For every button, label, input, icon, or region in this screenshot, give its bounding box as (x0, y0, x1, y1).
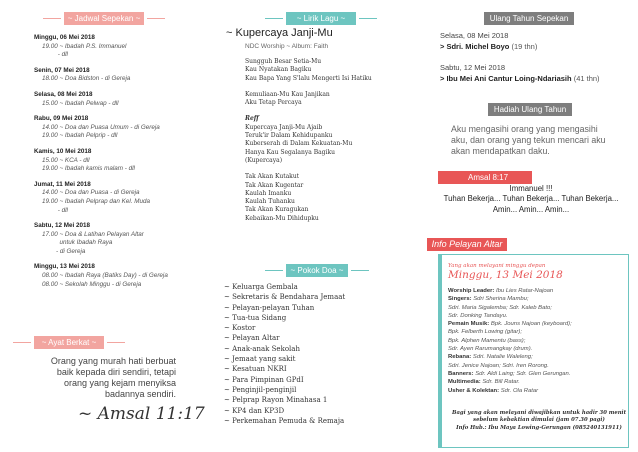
harapan-heading: Hadiah Ulang Tahun (488, 103, 572, 116)
prayer-list (224, 282, 420, 426)
servant-row (448, 378, 624, 386)
prayer-item: ~ Jemaat yang sakit (224, 355, 296, 364)
servant-role: Usher & Kolektan: (448, 387, 500, 394)
birthday-name: > Ibu Mei Ani Cantur Loing-Ndariasih (440, 73, 572, 83)
servant-row (448, 312, 624, 320)
servant-row (448, 295, 624, 303)
servant-role: Multimedia: (448, 379, 481, 386)
servant-names: Sdri. Maria Sigalemba; Sdr. Kaleb Bato; (448, 304, 552, 311)
schedule-day (34, 148, 210, 174)
lyrics-stanza: Sungguh Besar Setia-Mu Kau Nyatakan Bagiku Kau Bapa Yang S'lalu Mengerti Isi Hatiku (245, 58, 372, 82)
weekly-schedule (34, 34, 210, 296)
schedule-day (34, 115, 210, 141)
servant-role: Rebana: (448, 354, 472, 361)
servant-names: Bpk. Felberth Lowing (gitar); (448, 329, 522, 336)
prayer-item: ~ Pelprap Rayon Minahasa 1 (224, 396, 328, 405)
birthday-age: (19 thn) (511, 41, 538, 51)
schedule-day (34, 91, 210, 108)
schedule-day (34, 222, 210, 256)
schedule-day-name: Rabu, 09 Mei 2018 (34, 115, 89, 123)
birthday-age: (41 thn) (573, 73, 600, 83)
info-intro: Yang akan melayani minggu depan (448, 263, 546, 269)
schedule-day-events: 18.00 ~ Doa Bidston - di Gereja (42, 75, 131, 83)
schedule-day-events: 15.00 ~ Ibadah Pelwap - dll (42, 99, 119, 107)
schedule-day (34, 67, 210, 84)
servant-row (448, 362, 624, 370)
schedule-day-name: Jumat, 11 Mei 2018 (34, 180, 91, 188)
prayer-item: ~ Para Pimpinan GPdI (224, 375, 304, 384)
ayat-heading: ~ Ayat Berkat ~ (34, 336, 104, 349)
lyrics-stanza: Kemuliaan-Mu Kau Janjikan Aku Tetap Percaya (245, 90, 330, 107)
info-date: Minggu, 13 Mei 2018 (448, 269, 563, 281)
schedule-day-events: 17.00 ~ Doa & Latihan Pelayan Altar untuk Ibadah Raya - di Gereja (42, 230, 144, 255)
servant-row (448, 328, 624, 336)
schedule-day-events: 15.00 ~ KCA - dll 19.00 ~ Ibadah kamis malam - dll (42, 156, 135, 173)
pokok-doa-heading: ~ Pokok Doa ~ (286, 264, 348, 277)
prayer-item: ~ Pelayan-pelayan Tuhan (224, 303, 315, 312)
servant-row (448, 345, 624, 353)
schedule-day (34, 263, 210, 289)
prayer-item: ~ Penginjil-penginjil (224, 385, 297, 394)
birthday-entry (440, 63, 636, 84)
song-title: ~ Kupercaya Janji-Mu (226, 27, 333, 39)
birthday-date: Sabtu, 12 Mei 2018 (440, 63, 506, 72)
schedule-day-events: 14.00 ~ Doa dan Puasa Umum - di Gereja 19.00 ~ Ibadah Pelprip - dll (42, 123, 160, 140)
jadwal-heading: ~ Jadwal Sepekan ~ (64, 12, 144, 25)
info-pelayan-box (438, 254, 629, 448)
immanuel-line: Tuhan Bekerja... Tuhan Bekerja... Tuhan Bekerja... (443, 194, 619, 204)
schedule-day (34, 34, 210, 60)
servant-names: Sdri Sherina Mambu; (473, 296, 529, 303)
birthday-list (440, 31, 636, 95)
servant-names: Sdri. Jenice Najoan; Sdri. Iren Rorong. (448, 362, 549, 369)
prayer-item: ~ Perkemahan Pemuda & Remaja (224, 416, 345, 425)
prayer-item: ~ Kesatuan NKRI (224, 365, 287, 374)
servant-names: Sdri. Natalie Waleleng; (472, 354, 533, 361)
servant-row (448, 337, 624, 345)
schedule-day (34, 181, 210, 215)
birthday-name: > Sdri. Michel Boyo (440, 41, 510, 51)
info-column (424, 0, 638, 452)
ayat-text: Orang yang murah hati berbuat baik kepada diri sendiri, tetapi orang yang kejam menyiksa badannya sendiri. (50, 356, 176, 399)
servant-row (448, 370, 624, 378)
schedule-day-name: Kamis, 10 Mei 2018 (34, 147, 92, 155)
prayer-item: ~ Pelayan Altar (224, 334, 280, 343)
prayer-item: ~ Anak-anak Sekolah (224, 344, 300, 353)
schedule-day-name: Minggu, 13 Mei 2018 (34, 263, 95, 271)
lyrics-column (212, 0, 424, 452)
schedule-day-name: Minggu, 06 Mei 2018 (34, 34, 95, 41)
lyrics-reff (245, 115, 423, 165)
reff-label: Reff (245, 115, 259, 123)
schedule-day-events: 08.00 ~ Ibadah Raya (Batiks Day) - di Gereja 08.00 ~ Sekolah Minggu - di Gereja (42, 272, 168, 288)
prayer-item: ~ Tua-tua Sidang (224, 313, 287, 322)
song-lyrics (245, 58, 423, 231)
servant-row (448, 387, 624, 395)
servant-list (448, 287, 624, 395)
immanuel-line: Amin... Amin... Amin... (492, 204, 570, 214)
schedule-day-name: Senin, 07 Mei 2018 (34, 66, 90, 74)
servant-row (448, 320, 624, 328)
birthday-date: Selasa, 08 Mei 2018 (440, 31, 509, 40)
song-subtitle: NDC Worship ~ Album: Faith (245, 43, 329, 50)
birthday-entry (440, 31, 636, 52)
schedule-day-name: Selasa, 08 Mei 2018 (34, 90, 93, 98)
immanuel-line: Immanuel !!! (509, 184, 553, 193)
info-footer-contact: Info Hub.: Ibu Maya Lowing-Gerungan (085240131911) (456, 424, 622, 431)
ultah-heading: Ulang Tahun Sepekan (484, 12, 574, 25)
schedule-day-name: Sabtu, 12 Mei 2018 (34, 222, 90, 230)
servant-role: Singers: (448, 296, 472, 303)
prayer-item: ~ KP4 dan KP3D (224, 406, 285, 415)
verse-reference: Amsal 8:17 (438, 171, 532, 184)
schedule-day-events: 19.00 ~ Ibadah P.S. Immanuel - dll (42, 42, 127, 59)
servant-row (448, 353, 624, 361)
info-footer-note: Bagi yang akan melayani diwajibkan untuk hadir 30 menit sebelum kebaktian dimulai (jam 07.30 pagi) (451, 410, 627, 424)
lirik-heading: ~ Lirik Lagu ~ (286, 12, 356, 25)
servant-role: Banners: (448, 370, 474, 377)
info-footer (448, 410, 630, 432)
prayer-item: ~ Keluarga Gembala (224, 283, 298, 291)
servant-names: Sdr. Ayen Rarumangkay (drum). (448, 346, 533, 353)
servant-names: Bpk. Jouns Najoan (keyboard); (490, 321, 572, 328)
birthday-verse: Aku mengasihi orang yang mengasihi aku, dan orang yang tekun mencari aku akan mendapatkan daku. (451, 124, 606, 156)
servant-names: Ibu Lies Ratar-Najoan (496, 288, 554, 294)
servant-names: Sdr. Aldi Laing; Sdr. Glen Gerungan. (475, 370, 571, 377)
prayer-item: ~ Kostor (224, 324, 256, 333)
servant-role: Worship Leader: (448, 288, 495, 294)
servant-role: Pemain Musik: (448, 321, 490, 328)
lyrics-stanza: Kupercaya Janji-Mu Ajaib Teruk'ir Dalam Kehidupanku Kuberserah di Dalam Kekuatan-Mu Hanya Kau Segalanya Bagiku (Kupercaya) (245, 123, 353, 164)
servant-names: Sdr. Donking Tandayu. (448, 312, 508, 319)
servant-row (448, 287, 624, 295)
ayat-reference: ~ Amsal 11:17 (78, 404, 205, 424)
servant-names: Sdr. Bill Ratar. (482, 379, 520, 386)
servant-row (448, 304, 624, 312)
schedule-column (0, 0, 212, 452)
info-pelayan-heading: Info Pelayan Altar (427, 238, 507, 251)
immanuel-chant (424, 184, 638, 215)
lyrics-stanza: Tak Akan Kutakut Tak Akan Kugentar Kaulah Imanku Kaulah Tuhanku Tak Akan Kuragukan Kebaikan-Mu Dihidupku (245, 173, 319, 222)
prayer-item: ~ Sekretaris & Bendahara Jemaat (224, 293, 346, 302)
servant-names: Bpk. Alphen Mamentu (bass); (448, 337, 526, 344)
servant-names: Sdr. Ola Ratar (500, 387, 539, 394)
schedule-day-events: 14.00 ~ Doa dan Puasa - di Gereja 19.00 ~ Ibadah Pelprap dan Kel. Muda - dll (42, 189, 151, 214)
